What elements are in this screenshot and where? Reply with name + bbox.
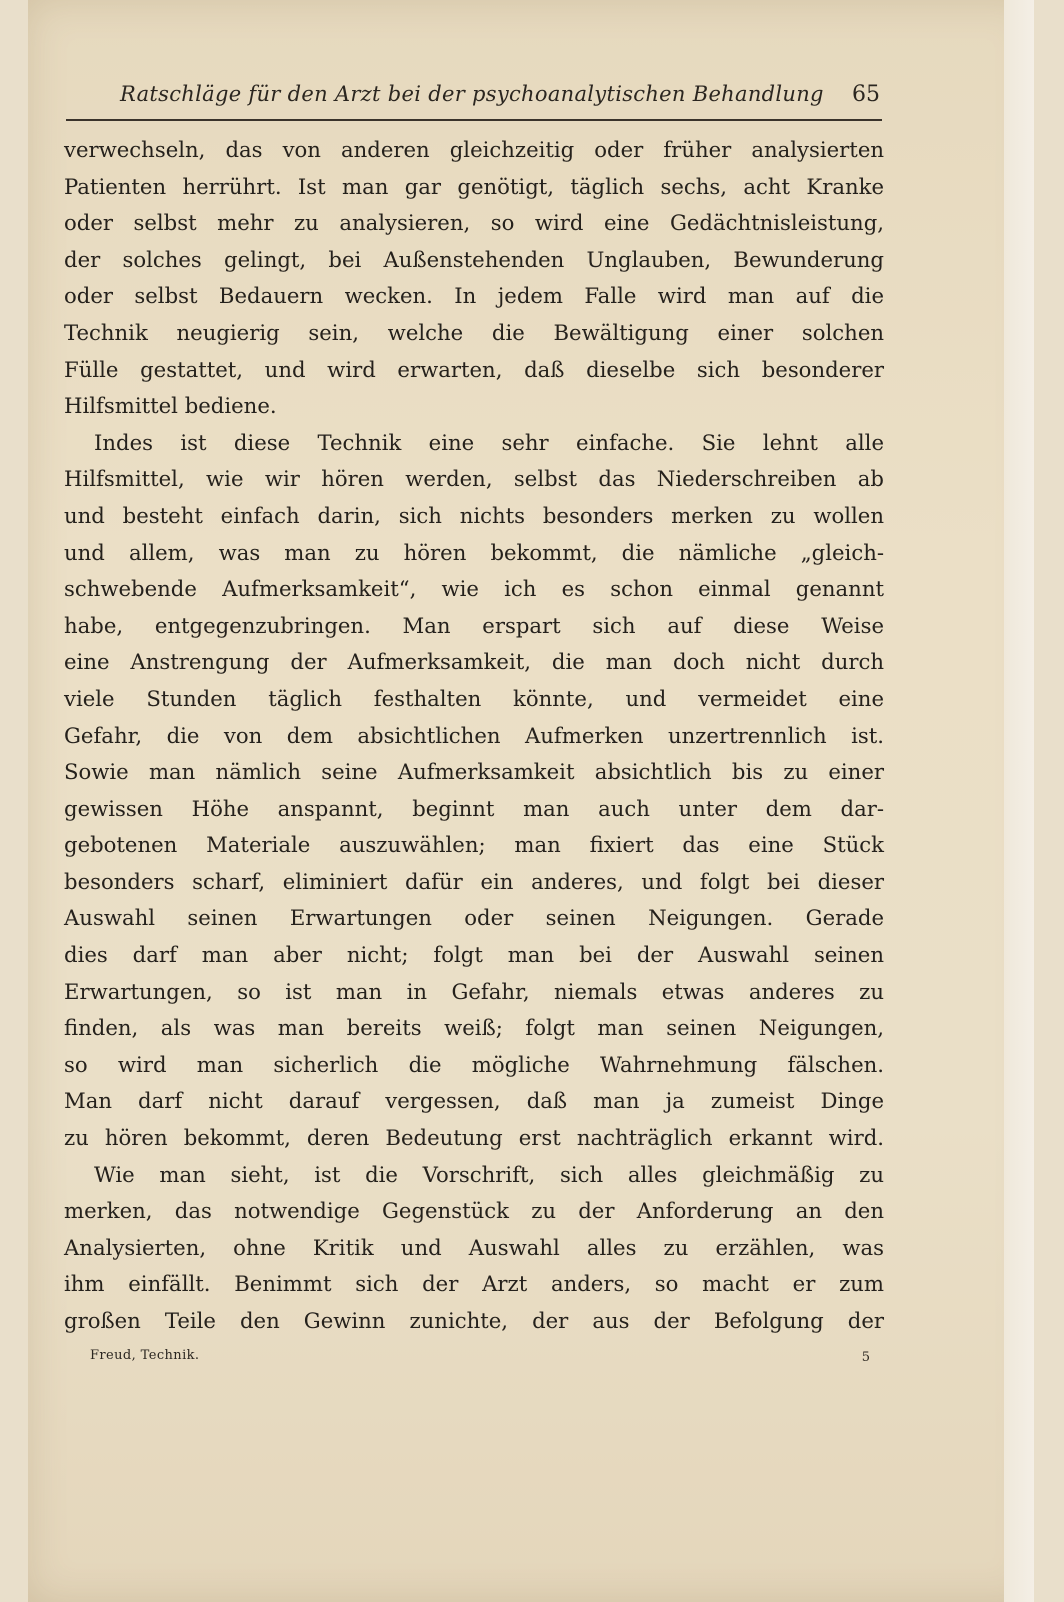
text-line: und allem, was man zu hören bekommt, die nämliche „gleich-	[64, 539, 884, 565]
text-line: habe, entgegenzubringen. Man erspart sich auf diese Weise	[64, 612, 884, 638]
text-line: Erwartungen, so ist man in Gefahr, niemals etwas anderes zu	[64, 978, 884, 1004]
text-line: und besteht einfach darin, sich nichts besonders merken zu wollen	[64, 502, 884, 528]
text-line: merken, das notwendige Gegenstück zu der Anforderung an den	[64, 1198, 884, 1224]
text-line: Man darf nicht darauf vergessen, daß man ja zumeist Dinge	[64, 1088, 884, 1114]
text-line: viele Stunden täglich festhalten könnte, und vermeidet eine	[64, 685, 884, 711]
text-line: besonders scharf, eliminiert dafür ein anderes, und folgt bei dieser	[64, 868, 884, 894]
text-line: Gefahr, die von dem absichtlichen Aufmerken unzertrennlich ist.	[64, 722, 884, 748]
text-line: Auswahl seinen Erwartungen oder seinen Neigungen. Gerade	[64, 905, 884, 931]
page-number: 65	[852, 82, 880, 107]
text-line: Sowie man nämlich seine Aufmerksamkeit absichtlich bis zu einer	[64, 759, 884, 785]
text-line: Indes ist diese Technik eine sehr einfache. Sie lehnt alle	[94, 429, 884, 455]
running-header	[66, 78, 882, 114]
page-edge	[1004, 0, 1034, 1602]
signature-mark: Freud, Technik.	[90, 1348, 200, 1363]
text-line: Fülle gestattet, und wird erwarten, daß dieselbe sich besonderer	[64, 356, 884, 382]
text-line: Patienten herrührt. Ist man gar genötigt, täglich sechs, acht Kranke	[64, 173, 884, 199]
text-line: gewissen Höhe anspannt, beginnt man auch unter dem dar-	[64, 795, 884, 821]
text-line: finden, als was man bereits weiß; folgt man seinen Neigungen,	[64, 1015, 884, 1041]
running-title: Ratschläge für den Arzt bei der psychoanalytischen Behandlung	[120, 82, 824, 106]
text-line: gebotenen Materiale auszuwählen; man fixiert das eine Stück	[64, 832, 884, 858]
text-line: großen Teile den Gewinn zunichte, der aus der Befolgung der	[64, 1308, 884, 1333]
text-line: Hilfsmittel bediene.	[64, 393, 277, 419]
text-line: schwebende Aufmerksamkeit“, wie ich es schon einmal genannt	[64, 576, 884, 602]
text-line: Technik neugierig sein, welche die Bewältigung einer solchen	[64, 319, 884, 345]
sheet-number: 5	[861, 1350, 870, 1365]
text-line: der solches gelingt, bei Außenstehenden Unglauben, Bewunderung	[64, 246, 884, 272]
text-line: zu hören bekommt, deren Bedeutung erst nachträglich erkannt wird.	[64, 1125, 884, 1151]
text-line: dies darf man aber nicht; folgt man bei der Auswahl seinen	[64, 942, 884, 968]
text-line: oder selbst Bedauern wecken. In jedem Falle wird man auf die	[64, 283, 884, 309]
text-line: Wie man sieht, ist die Vorschrift, sich alles gleichmäßig zu	[94, 1161, 884, 1187]
text-line: oder selbst mehr zu analysieren, so wird eine Gedächtnisleistung,	[64, 210, 884, 236]
text-line: ihm einfällt. Benimmt sich der Arzt anders, so macht er zum	[64, 1271, 884, 1297]
header-rule	[66, 119, 882, 121]
body-text	[64, 132, 884, 1340]
text-line: Analysierten, ohne Kritik und Auswahl alles zu erzählen, was	[64, 1234, 884, 1260]
text-line: Hilfsmittel, wie wir hören werden, selbst das Niederschreiben ab	[64, 466, 884, 492]
text-line: verwechseln, das von anderen gleichzeitig oder früher analysierten	[64, 137, 884, 162]
text-line: so wird man sicherlich die mögliche Wahrnehmung fälschen.	[64, 1051, 884, 1077]
page-footer	[90, 1348, 870, 1372]
text-line: eine Anstrengung der Aufmerksamkeit, die man doch nicht durch	[64, 649, 884, 675]
